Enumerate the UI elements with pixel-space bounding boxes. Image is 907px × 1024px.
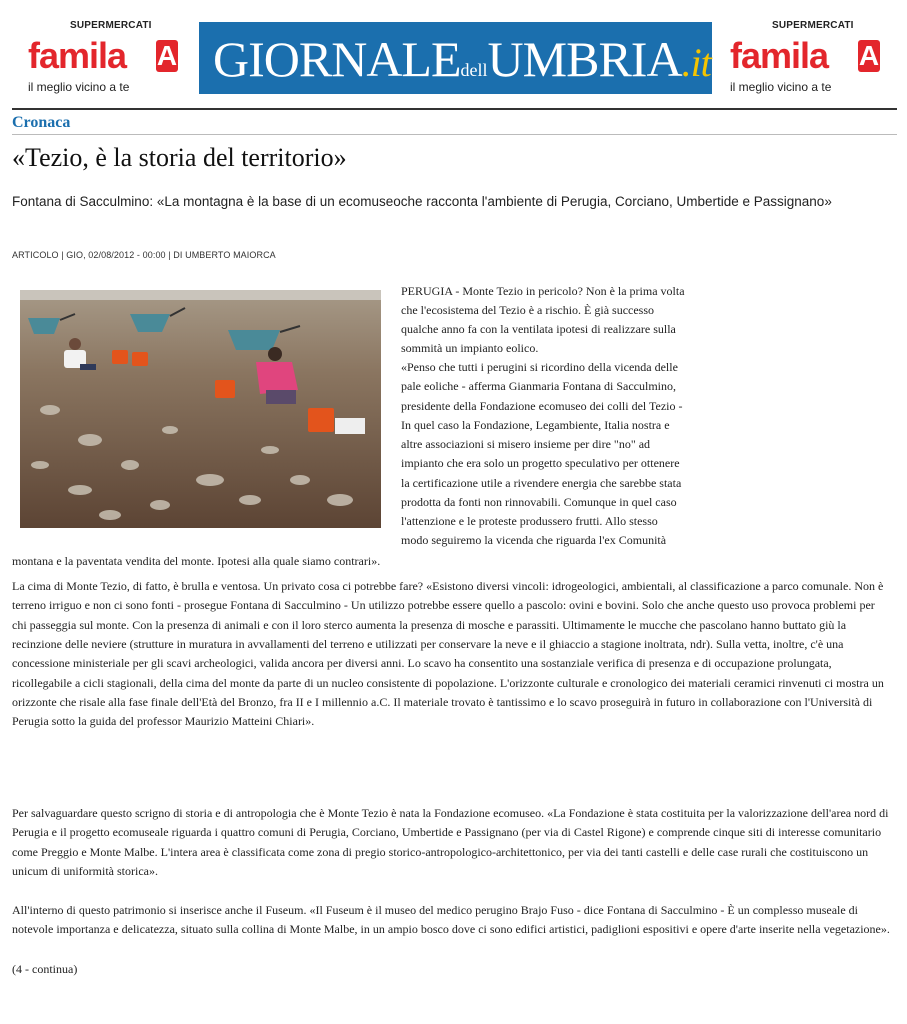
header-divider [12,108,897,110]
ad-brand-mark-icon: A [156,40,178,71]
article-paragraph: Per salvaguardare questo scrigno di storia e di antropologia che è Monte Tezio è nata la Fondazione ecomuseo. «La Fondazione è stata costituita per la valorizzazione dell'area nord di Perugia e il progetto ecomuseale riguarda i quattro comuni di Perugia, Corciano, Umbertide e Passignano (per via di Castel Rigone) e comprende cinque siti di interesse comunitario come Preggio e Monte Malbe. L'intera area è classificata come zona di pregio storico-antropologico-architettonico, per via dei tanti castelli e delle case rurali che costituiscono un unicum di uniformità storica». [12,806,889,879]
logo-part-giornale: GIORNALE [213,31,461,87]
article-line: pale eoliche - afferma Gianmaria Fontana di Sacculmino, [401,379,677,393]
article-line: che l'ecosistema del Tezio è a rischio. È già successo [401,303,655,317]
page-header [0,0,907,106]
article-line: la certificazione utile a rivendere energia che sarebbe stata [401,476,682,490]
ad-slogan: il meglio vicino a te [730,80,832,94]
site-logo-text [213,32,711,97]
ad-brand-mark-icon: A [858,40,880,71]
article-subtitle: Fontana di Sacculmino: «La montagna è la base di un ecomuseoche racconta l'ambiente di Perugia, Corciano, Umbertide e Passignano» [12,194,832,209]
article-line: In quel caso la Fondazione, Legambiente, Italia nostra e [401,418,670,432]
article-line: sommità un impianto eolico. [401,341,539,355]
article-line: «Penso che tutti i perugini si ricordino della vicenda delle [401,360,678,374]
ad-slogan: il meglio vicino a te [28,80,130,94]
site-logo[interactable] [199,22,712,94]
article-paragraph: La cima di Monte Tezio, di fatto, è brulla e ventosa. Un privato cosa ci potrebbe fare? «Esistono diversi vincoli: idrogeologici, ambientali, al classificazione a parco comunale. Non è terreno irriguo e non ci sono fonti - prosegue Fontana di Sacculmino - Un utilizzo potrebbe essere quello a pascolo: ovini e bovini. Solo che anche questo uso provoca problemi per chi passeggia sul monte. Con la presenza di animali e con il loro sterco aumenta la presenza di mosche e parassiti. Ultimamente le mucche che pascolano hanno buttato giù la recinzione delle neviere (strutture in muratura in avvallamenti del terreno e utilizzati per conservare la neve e il ghiaccio a stagione inoltrata, ndr). Sulla vetta, inoltre, c'è una concessione ministeriale per gli scavi archeologici, valida ancora per diversi anni. Lo scavo ha consentito una sostanziale verifica di presenza e di occupazione prolungata, ricollegabile a cicli stagionali, della cima del monte da parte di un nucleo consistente di popolazione. L'orizzonte culturale e cronologico dei materiali ceramici rinvenuti ci mostra un orizzonte che risale alla fase finale dell'Età del Bronzo, fra II e I millennio a.C. Il materiale trovato è tantissimo e lo scavo proseguirà in futuro in collaborazione con l'Università di Perugia sotto la guida del professor Maurizio Matteini Chiari». [12,579,884,729]
ad-supermercati-label: SUPERMERCATI [70,20,152,31]
article-line: l'attenzione e le proteste produssero frutti. Allo stesso [401,514,658,528]
article-line: prodotta da fonti non rinnovabili. Comunque in quel caso [401,495,677,509]
article-continued: (4 - continua) [12,962,78,976]
article-photo [20,290,381,528]
article-line: modo seguiremo la vicenda che riguarda l'ex Comunità [401,533,667,547]
logo-part-umbria: UMBRIA [487,31,682,87]
article-meta: ARTICOLO | GIO, 02/08/2012 - 00:00 | DI UMBERTO MAIORCA [12,250,276,260]
ad-brand-logo: famila [28,35,127,76]
section-label[interactable]: Cronaca [12,114,71,131]
ad-brand-logo: famila [730,35,829,76]
famila-ad-left[interactable] [28,20,188,98]
article-paragraph: montana e la paventata vendita del monte. Ipotesi alla quale siamo contrari». [12,554,381,568]
article-paragraph: All'interno di questo patrimonio si inserisce anche il Fuseum. «Il Fuseum è il museo del medico perugino Brajo Fuso - dice Fontana di Sacculmino - È un complesso museale di notevole importanza e delicatezza, situato sulla collina di Monte Malbe, in un ampio bosco dove ci sono edifici artistici, padiglioni espositivi e opere d'arte inserite nella vegetazione». [12,903,890,937]
article-line: impianto che era solo un progetto speculativo per ottenere [401,456,680,470]
section-divider [12,134,897,135]
logo-part-dell: dell [460,60,488,80]
article-line: altre associazioni si misero insieme per dire "no" ad [401,437,651,451]
article-line: qualche anno fa con la ventilata ipotesi di realizzare sulla [401,322,676,336]
article-title: «Tezio, è la storia del territorio» [12,143,347,172]
ad-supermercati-label: SUPERMERCATI [772,20,854,31]
article-line: presidente della Fondazione ecomuseo dei colli del Tezio - [401,399,683,413]
article-line: PERUGIA - Monte Tezio in pericolo? Non è la prima volta [401,284,685,298]
famila-ad-right[interactable] [730,20,890,98]
logo-part-it: .it [681,40,711,85]
